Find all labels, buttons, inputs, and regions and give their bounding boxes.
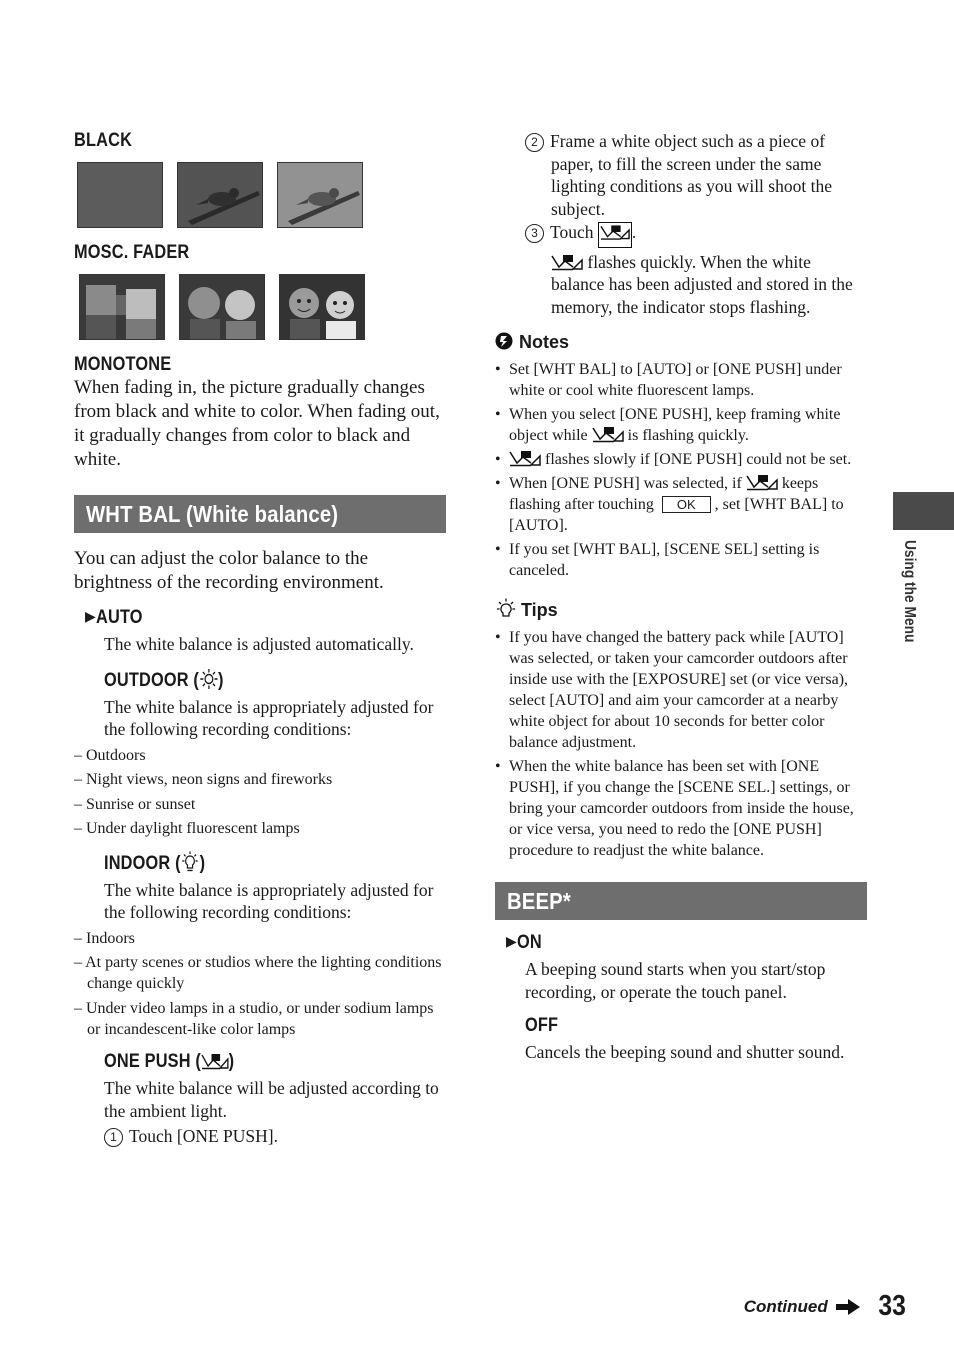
beep-off-heading: OFF xyxy=(525,1015,559,1036)
beep-off-text: Cancels the beeping sound and shutter sound. xyxy=(525,1042,845,1062)
auto-heading: AUTO xyxy=(95,607,143,628)
tips-heading: Tips xyxy=(521,600,558,620)
beep-on-heading: ON xyxy=(516,932,542,953)
notes-heading-row xyxy=(495,332,867,353)
black-thumb-bird-dim xyxy=(177,162,263,228)
wht-bal-banner xyxy=(74,495,446,533)
left-column xyxy=(74,130,446,1148)
outdoor-heading: OUTDOOR ( ) xyxy=(104,669,224,691)
indoor-option xyxy=(104,851,446,875)
beep-on-option xyxy=(506,932,867,954)
outdoor-list xyxy=(74,745,446,840)
continued-label: Continued xyxy=(743,1296,828,1316)
list-item: – Sunrise or sunset xyxy=(74,794,446,815)
monotone-heading: MONOTONE xyxy=(74,354,172,375)
list-item: – Under video lamps in a studio, or under sodium lamps or incandescent-like color lamps xyxy=(74,998,446,1040)
black-thumb-dark xyxy=(77,162,163,228)
mosc-thumb-clear xyxy=(279,274,365,340)
mosc-thumbnails xyxy=(79,274,446,340)
beep-on-text: A beeping sound starts when you start/stop recording, or operate the touch panel. xyxy=(525,959,826,1002)
mosc-thumb-medium xyxy=(179,274,265,340)
step-3-detail-text: flashes quickly. When the white balance has been adjusted and stored in the memory, the indicator stops flashing. xyxy=(551,251,853,317)
step-1 xyxy=(104,1125,446,1148)
list-item: • Set [WHT BAL] to [AUTO] or [ONE PUSH] under white or cool white fluorescent lamps. xyxy=(495,359,867,401)
monotone-text: When fading in, the picture gradually changes from black and white to color. When fading out, it gradually changes from color to black and white. xyxy=(74,377,440,470)
beep-off-option xyxy=(525,1015,867,1037)
one-push-heading: ONE PUSH ( ) xyxy=(104,1051,235,1072)
wb-icon xyxy=(746,473,778,491)
list-item: • When you select [ONE PUSH], keep framing white object while is flashing quickly. xyxy=(495,404,867,446)
list-item: • When the white balance has been set with [ONE PUSH], if you change the [SCENE SEL.] settings, or bring your camcorder outdoors from inside the house, or vice versa, you need to redo the [ONE PUSH] procedure to readjust the white balance. xyxy=(495,756,867,861)
notes-icon xyxy=(495,332,513,350)
step-3-detail xyxy=(551,251,867,319)
side-label: Using the Menu xyxy=(901,540,918,643)
mosc-heading: MOSC. FADER xyxy=(74,242,190,263)
tips-icon xyxy=(495,598,517,620)
outdoor-text: The white balance is appropriately adjusted for the following recording conditions: xyxy=(104,696,434,739)
step-1-text: Touch [ONE PUSH]. xyxy=(129,1126,278,1146)
list-item: • When [ONE PUSH] was selected, if keeps flashing after touching OK , set [WHT BAL] to [AUTO]. xyxy=(495,473,867,536)
page-number: 33 xyxy=(878,1290,906,1322)
indoor-list xyxy=(74,928,446,1040)
list-item: – Under daylight fluorescent lamps xyxy=(74,818,446,839)
one-push-wb-icon xyxy=(201,1052,229,1070)
list-item: – At party scenes or studios where the lighting conditions change quickly xyxy=(74,952,446,994)
outdoor-option xyxy=(104,668,446,692)
auto-option xyxy=(85,607,446,629)
sun-icon xyxy=(199,668,218,690)
ok-button-icon: OK xyxy=(662,496,711,513)
tips-list xyxy=(495,627,867,861)
wht-bal-title: WHT BAL (White balance) xyxy=(86,501,339,527)
notes-list xyxy=(495,359,867,581)
arrow-right-icon xyxy=(836,1299,860,1315)
one-push-text: The white balance will be adjusted according to the ambient light. xyxy=(104,1078,439,1121)
list-item: – Outdoors xyxy=(74,745,446,766)
step-2-number: 2 xyxy=(525,133,544,152)
beep-banner xyxy=(495,882,867,920)
wb-icon xyxy=(509,449,541,467)
tips-heading-row xyxy=(495,598,867,621)
wb-flash-icon xyxy=(551,253,583,271)
notes-heading: Notes xyxy=(519,332,570,352)
default-marker-icon: ▶ xyxy=(506,935,517,950)
wb-touch-button-icon xyxy=(598,222,632,248)
step-3-number: 3 xyxy=(525,224,544,243)
step-1-number: 1 xyxy=(104,1128,123,1147)
black-thumb-bird-bright xyxy=(277,162,363,228)
step-2-text: Frame a white object such as a piece of paper, to fill the screen under the same lighting conditions as you will shoot the subject. xyxy=(550,131,832,219)
step-3-text: Touch xyxy=(550,222,594,242)
default-marker-icon: ▶ xyxy=(85,610,96,625)
list-item: • If you set [WHT BAL], [SCENE SEL] setting is canceled. xyxy=(495,539,867,581)
indoor-text: The white balance is appropriately adjusted for the following recording conditions: xyxy=(104,879,434,922)
step-2 xyxy=(495,130,867,220)
list-item: • flashes slowly if [ONE PUSH] could not be set. xyxy=(495,449,867,470)
one-push-option xyxy=(104,1051,446,1073)
black-heading: BLACK xyxy=(74,130,133,151)
wb-icon xyxy=(592,425,624,443)
side-tab xyxy=(893,492,954,530)
indoor-heading: INDOOR ( ) xyxy=(104,852,206,874)
mosc-thumb-coarse xyxy=(79,274,165,340)
list-item: – Indoors xyxy=(74,928,446,949)
bulb-icon xyxy=(181,851,200,873)
list-item: • If you have changed the battery pack while [AUTO] was selected, or taken your camcorder outdoors after inside use with the [EXPOSURE] set (or vice versa), select [AUTO] and aim your camcorder at a nearby white object for about 10 seconds for better color balance adjustment. xyxy=(495,627,867,753)
right-column xyxy=(495,130,867,1064)
footer xyxy=(744,1290,908,1323)
beep-title: BEEP* xyxy=(507,888,571,914)
step-3: 3 Touch . xyxy=(525,221,867,248)
wht-bal-intro: You can adjust the color balance to the brightness of the recording environment. xyxy=(74,548,384,593)
black-thumbnails xyxy=(77,162,446,228)
auto-text: The white balance is adjusted automatically. xyxy=(104,634,414,654)
list-item: – Night views, neon signs and fireworks xyxy=(74,769,446,790)
